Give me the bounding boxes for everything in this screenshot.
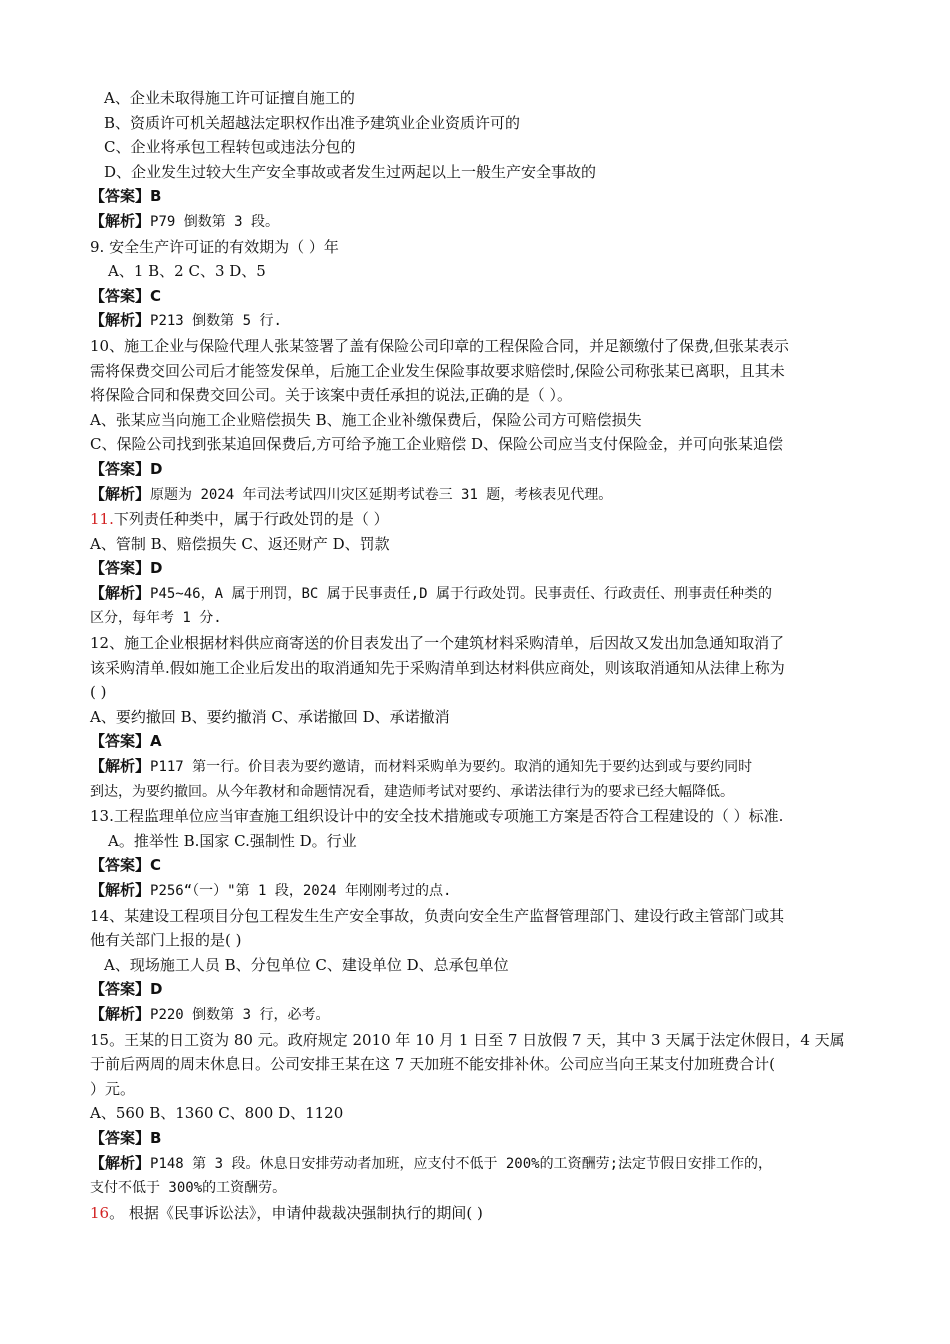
q12-answer (90, 729, 880, 754)
q11-question (90, 507, 880, 532)
q10-question-line-3: 将保险合同和保费交回公司。关于该案中责任承担的说法,正确的是（ ）。 (90, 386, 573, 405)
q13-question: 13.工程监理单位应当审查施工组织设计中的安全技术措施或专项施工方案是否符合工程建设的（ ）标准. (90, 807, 784, 826)
answer-label: 【答案】 (90, 459, 151, 478)
q15-options: A、560 B、1360 C、800 D、1120 (90, 1104, 344, 1123)
q10-question-line-1: 10、施工企业与保险代理人张某签署了盖有保险公司印章的工程保险合同，并足额缴付了保费,但张某表示 (90, 336, 789, 355)
answer-value: C (150, 856, 162, 875)
q10-question-line-2: 需将保费交回公司后才能签发保单，后施工企业发生保险事故要求赔偿时,保险公司称张某已离职，且其未 (90, 361, 785, 380)
analysis-label: 【解析】 (90, 484, 151, 503)
analysis-label: 【解析】 (90, 1153, 151, 1172)
q15-analysis-line-1 (90, 1151, 880, 1177)
analysis-text: P256“（一）"第 1 段，2024 年刚刚考过的点. (150, 883, 452, 899)
q15-analysis-line-2: 支付不低于 300%的工资酬劳。 (90, 1180, 287, 1197)
q11-answer (90, 556, 880, 581)
q15-question-line-2: 于前后两周的周末休息日。公司安排王某在这 7 天加班不能安排补休。公司应当向王某支付加班费合计( (90, 1055, 775, 1074)
q11-options: A、管制 B、赔偿损失 C、返还财产 D、罚款 (90, 534, 390, 553)
document-page (90, 86, 880, 1225)
analysis-text: P117 第一行。价目表为要约邀请，而材料采购单为要约。取消的通知先于要约达到或与要约同时 (150, 759, 753, 776)
q8-option-b: B、资质许可机关超越法定职权作出准予建筑业企业资质许可的 (104, 113, 521, 132)
q12-analysis-line-1 (90, 754, 880, 780)
q9-question: 9. 安全生产许可证的有效期为（ ）年 (90, 237, 339, 256)
answer-value: D (150, 559, 163, 578)
q11-analysis-line-1 (90, 581, 880, 607)
q15-question-line-3: ）元。 (90, 1079, 136, 1098)
question-text: 。 根据《民事诉讼法》，申请仲裁裁决强制执行的期间( ) (109, 1203, 483, 1222)
q9-answer (90, 284, 880, 309)
analysis-text: P220 倒数第 3 行，必考。 (150, 1006, 330, 1023)
q9-options: A、1 B、2 C、3 D、5 (108, 262, 266, 281)
analysis-label: 【解析】 (90, 211, 151, 230)
q10-options-line-1: A、张某应当向施工企业赔偿损失 B、施工企业补缴保费后，保险公司方可赔偿损失 (90, 410, 642, 429)
answer-value: D (150, 459, 163, 478)
q8-option-d: D、企业发生过较大生产安全事故或者发生过两起以上一般生产安全事故的 (104, 162, 597, 181)
q9-analysis (90, 308, 880, 334)
answer-value: C (150, 286, 162, 305)
q13-answer (90, 853, 880, 878)
q8-answer (90, 184, 880, 209)
answer-label: 【答案】 (90, 980, 151, 999)
q14-question-line-1: 14、某建设工程项目分包工程发生生产安全事故，负责向安全生产监督管理部门、建设行政主管部门或其 (90, 906, 785, 925)
question-number: 11. (90, 510, 114, 529)
question-text: 下列责任种类中，属于行政处罚的是（ ） (113, 510, 389, 529)
answer-value: B (150, 187, 162, 206)
analysis-label: 【解析】 (90, 583, 151, 602)
analysis-label: 【解析】 (90, 311, 151, 330)
analysis-label: 【解析】 (90, 881, 151, 899)
analysis-label: 【解析】 (90, 1004, 151, 1023)
q10-options-line-2: C、保险公司找到张某追回保费后,方可给予施工企业赔偿 D、保险公司应当支付保险金，并可向张某追偿 (90, 435, 784, 454)
q14-question-line-2: 他有关部门上报的是( ) (90, 931, 242, 950)
q14-analysis (90, 1002, 880, 1028)
q8-option-c: C、企业将承包工程转包或违法分包的 (104, 138, 356, 157)
analysis-text: P148 第 3 段。休息日安排劳动者加班，应支付不低于 200%的工资酬劳;法定节假日安排工作的， (150, 1155, 773, 1172)
answer-value: B (150, 1128, 162, 1147)
q15-question-line-1: 15。王某的日工资为 80 元。政府规定 2010 年 10 月 1 日至 7 日放假 7 天，其中 3 天属于法定休假日，4 天属 (90, 1030, 845, 1049)
q12-analysis-line-2: 到达，为要约撤回。从今年教材和命题情况看，建造师考试对要约、承诺法律行为的要求已经大幅降低。 (90, 783, 734, 800)
q12-options: A、要约撤回 B、要约撤消 C、承诺撤回 D、承诺撤消 (90, 707, 450, 726)
q13-options: A。推举性 B.国家 C.强制性 D。行业 (108, 831, 357, 850)
answer-value: D (150, 980, 163, 999)
analysis-label: 【解析】 (90, 757, 151, 776)
q8-option-a: A、企业未取得施工许可证擅自施工的 (104, 89, 355, 107)
q8-analysis (90, 209, 880, 235)
answer-label: 【答案】 (90, 559, 151, 578)
q14-answer (90, 977, 880, 1002)
question-number: 16 (90, 1203, 110, 1222)
q10-analysis (90, 482, 880, 508)
q12-question-line-2: 该采购清单.假如施工企业后发出的取消通知先于采购清单到达材料供应商处，则该取消通知从法律上称为 (90, 658, 785, 677)
answer-value: A (150, 732, 162, 751)
answer-label: 【答案】 (90, 1128, 151, 1147)
q16-question (90, 1201, 880, 1226)
q14-options: A、现场施工人员 B、分包单位 C、建设单位 D、总承包单位 (104, 955, 509, 974)
analysis-text: P45~46，A 属于刑罚，BC 属于民事责任,D 属于行政处罚。民事责任、行政责任、刑事责任种类的 (150, 585, 773, 602)
q12-question-line-1: 12、施工企业根据材料供应商寄送的价目表发出了一个建筑材料采购清单，后因故又发出加急通知取消了 (90, 634, 785, 653)
q12-question-line-3: ( ) (90, 683, 107, 702)
answer-label: 【答案】 (90, 732, 151, 751)
analysis-text: 原题为 2024 年司法考试四川灾区延期考试卷三 31 题，考核表见代理。 (150, 486, 613, 503)
analysis-text: P79 倒数第 3 段。 (150, 213, 280, 230)
q11-analysis-line-2: 区分，每年考 1 分. (90, 610, 222, 627)
q13-analysis (90, 878, 880, 904)
q15-answer (90, 1126, 880, 1151)
answer-label: 【答案】 (90, 856, 151, 875)
answer-label: 【答案】 (90, 286, 151, 305)
q10-answer (90, 457, 880, 482)
analysis-text: P213 倒数第 5 行. (150, 313, 282, 330)
answer-label: 【答案】 (90, 187, 151, 206)
